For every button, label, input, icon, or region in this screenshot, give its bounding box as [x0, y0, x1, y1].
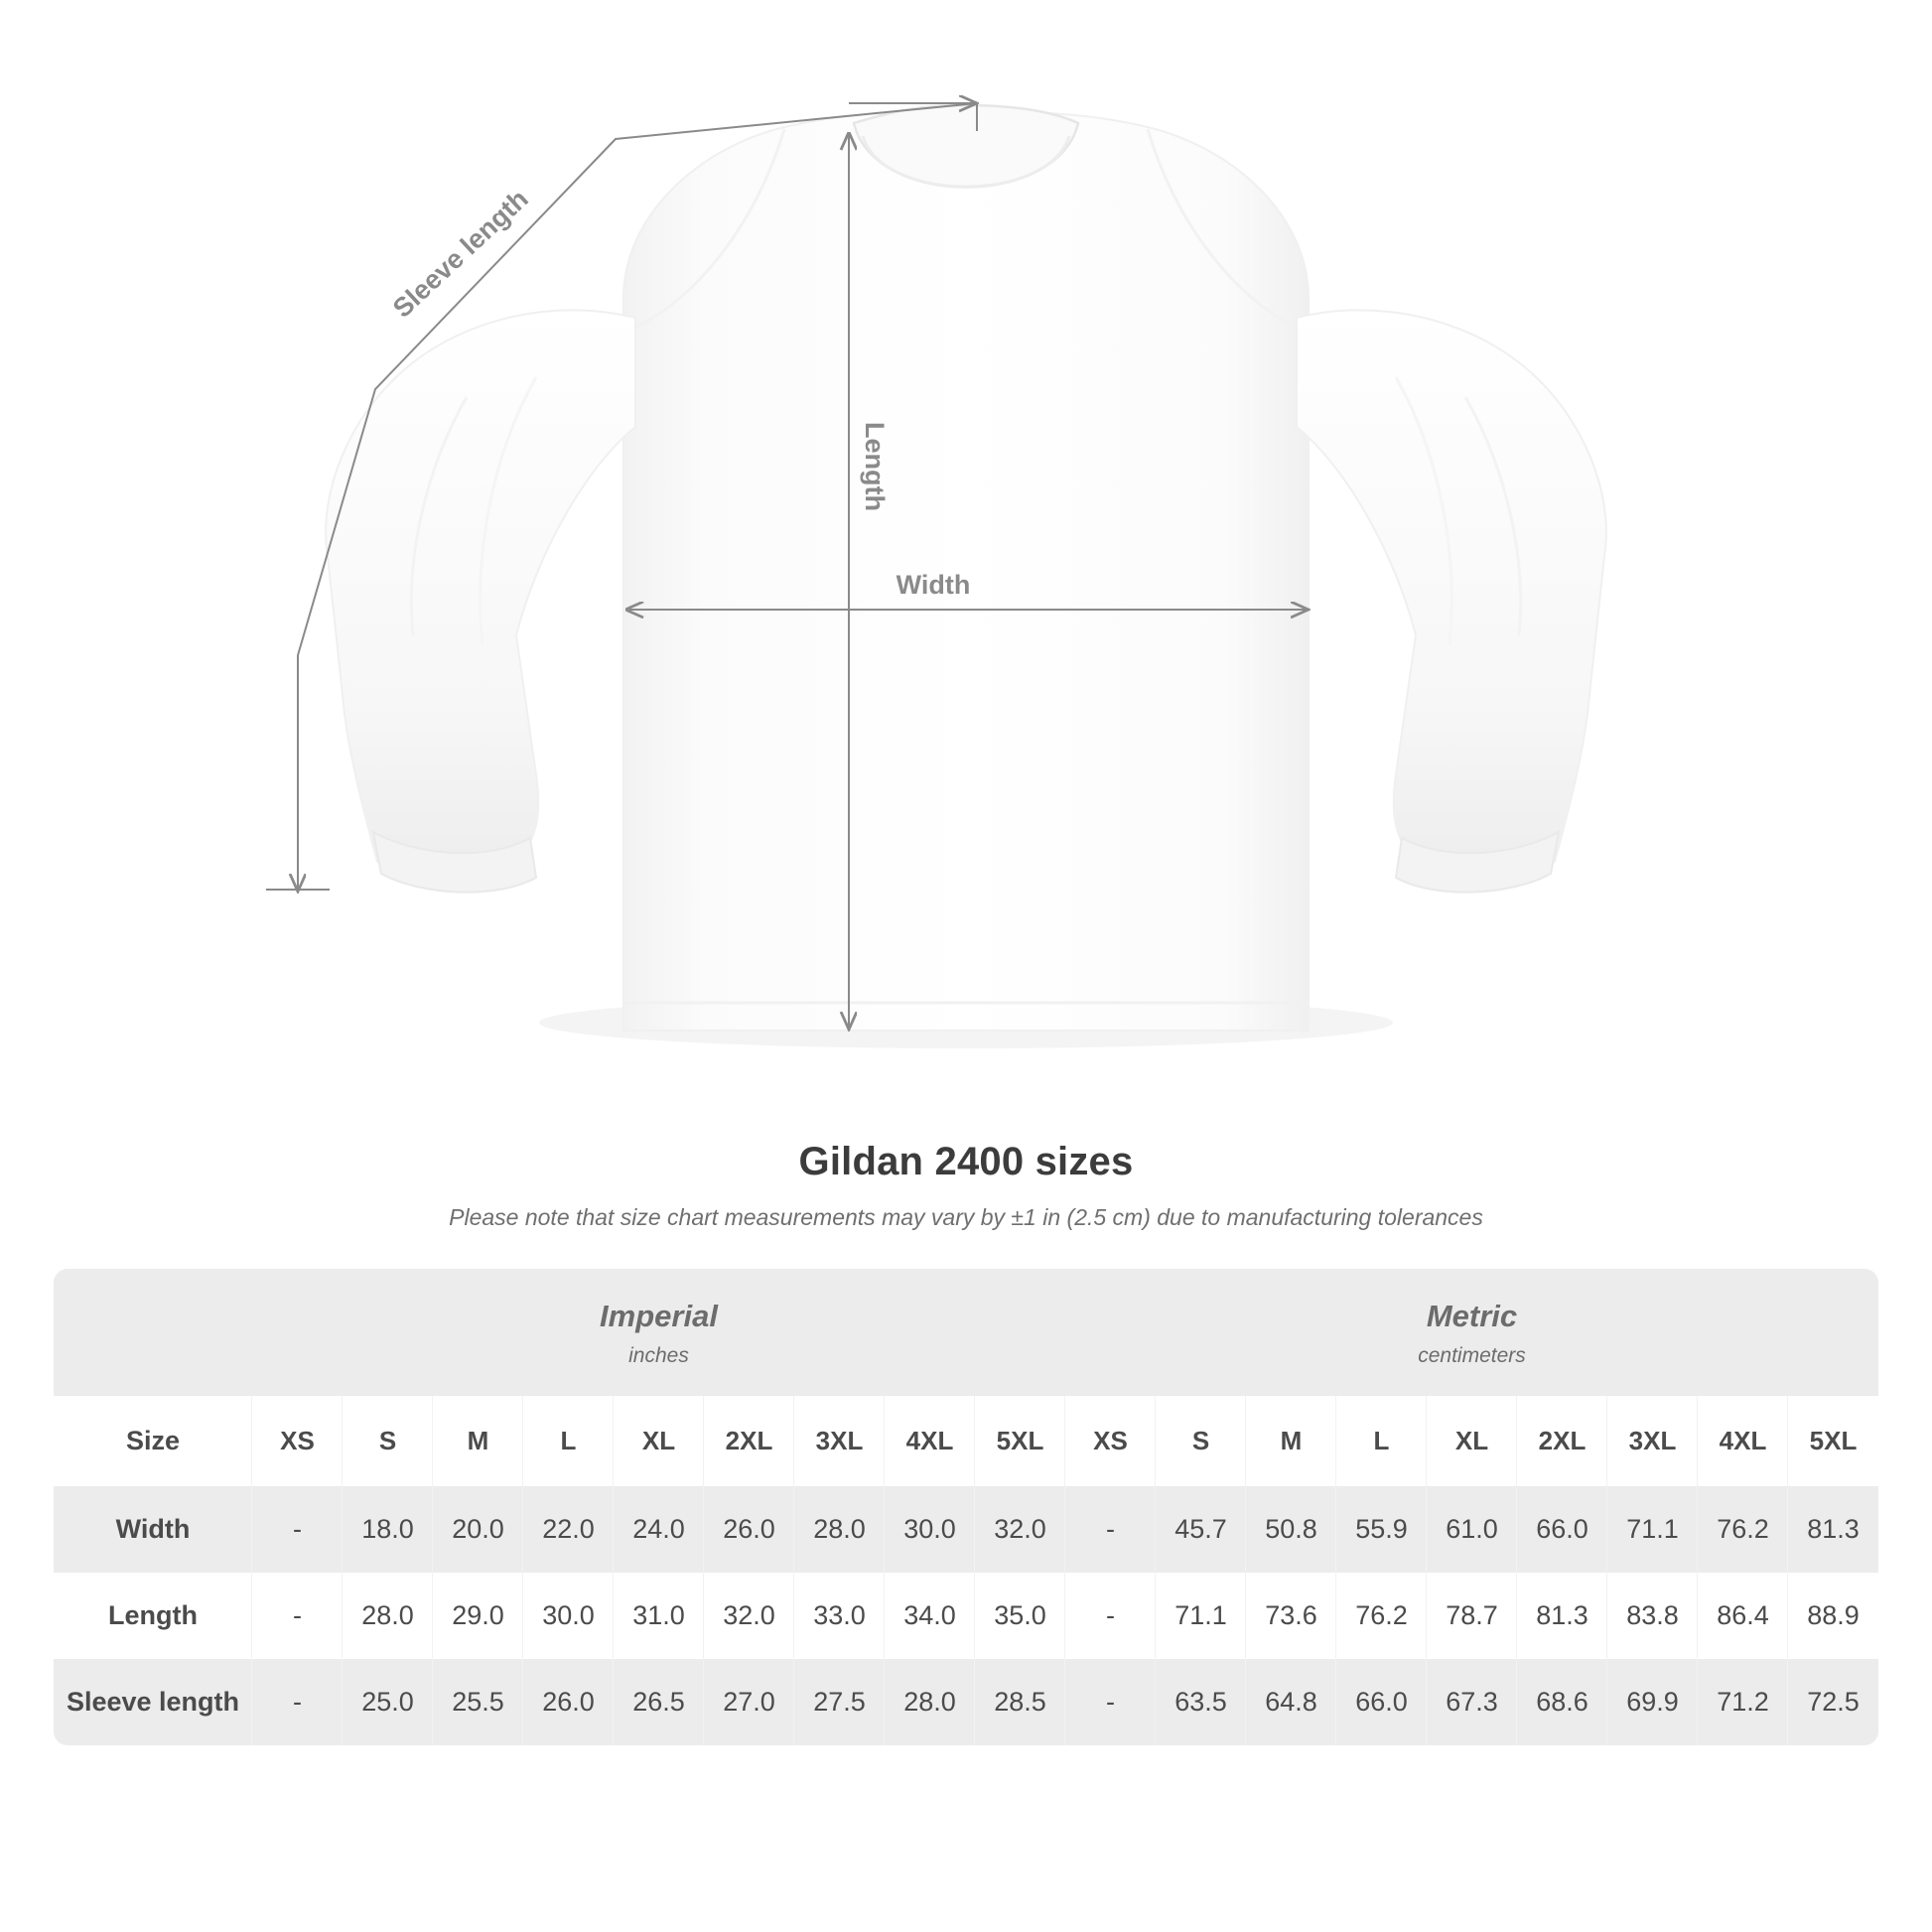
cell-length-metric-m: 73.6 [1246, 1573, 1336, 1659]
cell-length-imperial-2xl: 32.0 [704, 1573, 794, 1659]
cell-width-imperial-xl: 24.0 [614, 1486, 704, 1573]
shirt-body [623, 105, 1309, 1031]
cell-width-imperial-2xl: 26.0 [704, 1486, 794, 1573]
size-table-wrapper [54, 1269, 1878, 1745]
cell-width-imperial-3xl: 28.0 [794, 1486, 885, 1573]
unit-header-row [54, 1269, 1878, 1396]
table-row [54, 1659, 1878, 1745]
size-col-imperial-m: M [433, 1396, 523, 1486]
cell-length-metric-2xl: 81.3 [1517, 1573, 1607, 1659]
cell-width-metric-3xl: 71.1 [1607, 1486, 1698, 1573]
cell-sleeve-metric-s: 63.5 [1156, 1659, 1246, 1745]
cell-sleeve-metric-m: 64.8 [1246, 1659, 1336, 1745]
size-col-metric-m: M [1246, 1396, 1336, 1486]
cell-width-metric-4xl: 76.2 [1698, 1486, 1788, 1573]
cell-length-metric-l: 76.2 [1336, 1573, 1427, 1659]
cell-width-metric-m: 50.8 [1246, 1486, 1336, 1573]
cell-sleeve-imperial-l: 26.0 [523, 1659, 614, 1745]
unit-imperial-sub: inches [628, 1344, 689, 1367]
size-col-metric-5xl: 5XL [1788, 1396, 1878, 1486]
unit-metric-name: Metric [1426, 1299, 1518, 1333]
title-block [0, 1140, 1932, 1231]
cell-sleeve-imperial-3xl: 27.5 [794, 1659, 885, 1745]
size-table [54, 1269, 1878, 1745]
size-col-metric-xl: XL [1427, 1396, 1517, 1486]
table-row [54, 1486, 1878, 1573]
cell-sleeve-imperial-xs: - [252, 1659, 343, 1745]
unit-imperial-name: Imperial [600, 1299, 718, 1333]
size-col-imperial-s: S [343, 1396, 433, 1486]
size-col-imperial-3xl: 3XL [794, 1396, 885, 1486]
cell-sleeve-metric-5xl: 72.5 [1788, 1659, 1878, 1745]
cell-sleeve-metric-xs: - [1065, 1659, 1156, 1745]
tolerance-note: Please note that size chart measurements may vary by ±1 in (2.5 cm) due to manufacturing tolerances [449, 1204, 1483, 1230]
cell-sleeve-metric-4xl: 71.2 [1698, 1659, 1788, 1745]
cell-length-metric-s: 71.1 [1156, 1573, 1246, 1659]
row-label-sleeve-length: Sleeve length [54, 1659, 252, 1745]
cell-sleeve-imperial-s: 25.0 [343, 1659, 433, 1745]
cell-width-imperial-m: 20.0 [433, 1486, 523, 1573]
row-label-length: Length [54, 1573, 252, 1659]
size-col-imperial-xs: XS [252, 1396, 343, 1486]
cell-width-imperial-xs: - [252, 1486, 343, 1573]
unit-group-imperial [252, 1269, 1065, 1396]
cell-length-metric-xl: 78.7 [1427, 1573, 1517, 1659]
cell-length-metric-4xl: 86.4 [1698, 1573, 1788, 1659]
cell-width-metric-l: 55.9 [1336, 1486, 1427, 1573]
cell-sleeve-imperial-m: 25.5 [433, 1659, 523, 1745]
size-col-metric-2xl: 2XL [1517, 1396, 1607, 1486]
table-row [54, 1573, 1878, 1659]
cell-length-imperial-m: 29.0 [433, 1573, 523, 1659]
size-col-metric-xs: XS [1065, 1396, 1156, 1486]
cell-sleeve-metric-l: 66.0 [1336, 1659, 1427, 1745]
size-col-metric-l: L [1336, 1396, 1427, 1486]
cell-length-imperial-5xl: 35.0 [975, 1573, 1065, 1659]
label-width: Width [896, 570, 971, 600]
cell-sleeve-imperial-5xl: 28.5 [975, 1659, 1065, 1745]
unit-metric-sub: centimeters [1418, 1344, 1526, 1367]
unit-spacer [54, 1269, 252, 1396]
size-col-imperial-xl: XL [614, 1396, 704, 1486]
cell-sleeve-imperial-2xl: 27.0 [704, 1659, 794, 1745]
cell-width-imperial-5xl: 32.0 [975, 1486, 1065, 1573]
header-size-label: Size [54, 1396, 252, 1486]
size-col-metric-s: S [1156, 1396, 1246, 1486]
cell-length-imperial-xs: - [252, 1573, 343, 1659]
cell-length-metric-xs: - [1065, 1573, 1156, 1659]
label-sleeve-length: Sleeve length [386, 184, 534, 324]
cell-width-metric-xl: 61.0 [1427, 1486, 1517, 1573]
cell-length-imperial-4xl: 34.0 [885, 1573, 975, 1659]
size-col-imperial-4xl: 4XL [885, 1396, 975, 1486]
cell-length-imperial-3xl: 33.0 [794, 1573, 885, 1659]
cell-length-imperial-xl: 31.0 [614, 1573, 704, 1659]
cell-length-imperial-s: 28.0 [343, 1573, 433, 1659]
cell-width-imperial-4xl: 30.0 [885, 1486, 975, 1573]
unit-group-metric [1065, 1269, 1878, 1396]
row-label-width: Width [54, 1486, 252, 1573]
cell-sleeve-imperial-xl: 26.5 [614, 1659, 704, 1745]
cell-width-imperial-s: 18.0 [343, 1486, 433, 1573]
size-col-metric-4xl: 4XL [1698, 1396, 1788, 1486]
cell-sleeve-imperial-4xl: 28.0 [885, 1659, 975, 1745]
size-col-imperial-5xl: 5XL [975, 1396, 1065, 1486]
right-sleeve [1297, 310, 1606, 892]
cell-sleeve-metric-xl: 67.3 [1427, 1659, 1517, 1745]
size-col-imperial-l: L [523, 1396, 614, 1486]
cell-width-metric-s: 45.7 [1156, 1486, 1246, 1573]
label-length: Length [860, 422, 890, 511]
cell-sleeve-metric-2xl: 68.6 [1517, 1659, 1607, 1745]
size-col-imperial-2xl: 2XL [704, 1396, 794, 1486]
cell-sleeve-metric-3xl: 69.9 [1607, 1659, 1698, 1745]
page-title: Gildan 2400 sizes [798, 1140, 1134, 1183]
cell-length-imperial-l: 30.0 [523, 1573, 614, 1659]
cell-length-metric-5xl: 88.9 [1788, 1573, 1878, 1659]
cell-length-metric-3xl: 83.8 [1607, 1573, 1698, 1659]
cell-width-metric-2xl: 66.0 [1517, 1486, 1607, 1573]
cell-width-metric-5xl: 81.3 [1788, 1486, 1878, 1573]
size-col-metric-3xl: 3XL [1607, 1396, 1698, 1486]
cell-width-imperial-l: 22.0 [523, 1486, 614, 1573]
cell-width-metric-xs: - [1065, 1486, 1156, 1573]
size-header-row [54, 1396, 1878, 1486]
